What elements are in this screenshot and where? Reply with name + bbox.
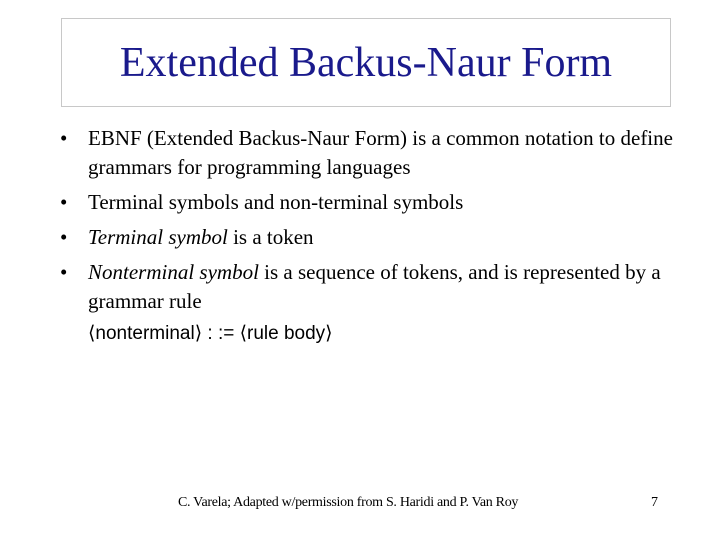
footer-credit: C. Varela; Adapted w/permission from S. Haridi and P. Van Roy [178, 495, 519, 510]
page-number: 7 [651, 495, 658, 510]
grammar-rule: ⟨nonterminal⟩ : := ⟨rule body⟩ [88, 323, 333, 344]
bullet-text: Terminal symbols and non-terminal symbols [88, 190, 464, 214]
bullet-text: EBNF (Extended Backus-Naur Form) is a common notation to define grammars for programming languages [88, 126, 673, 179]
bullet-item-terminal [58, 223, 678, 252]
bullet-icon: • [60, 190, 68, 214]
bullet-emphasis: Nonterminal symbol [88, 260, 259, 284]
bullet-emphasis: Terminal symbol [88, 225, 228, 249]
bullet-icon: • [60, 260, 68, 284]
bullet-item-symbols [58, 188, 678, 217]
bullet-text: is a sequence of tokens, and is represented by a grammar rule [88, 260, 661, 313]
title-box [61, 18, 671, 107]
bullet-list [58, 124, 678, 354]
slide-title: Extended Backus-Naur Form [119, 39, 613, 86]
bullet-item-nonterminal [58, 258, 678, 348]
bullet-icon: • [60, 225, 68, 249]
bullet-item-ebnf [58, 124, 678, 182]
bullet-text: is a token [227, 225, 314, 249]
bullet-icon: • [60, 126, 68, 150]
